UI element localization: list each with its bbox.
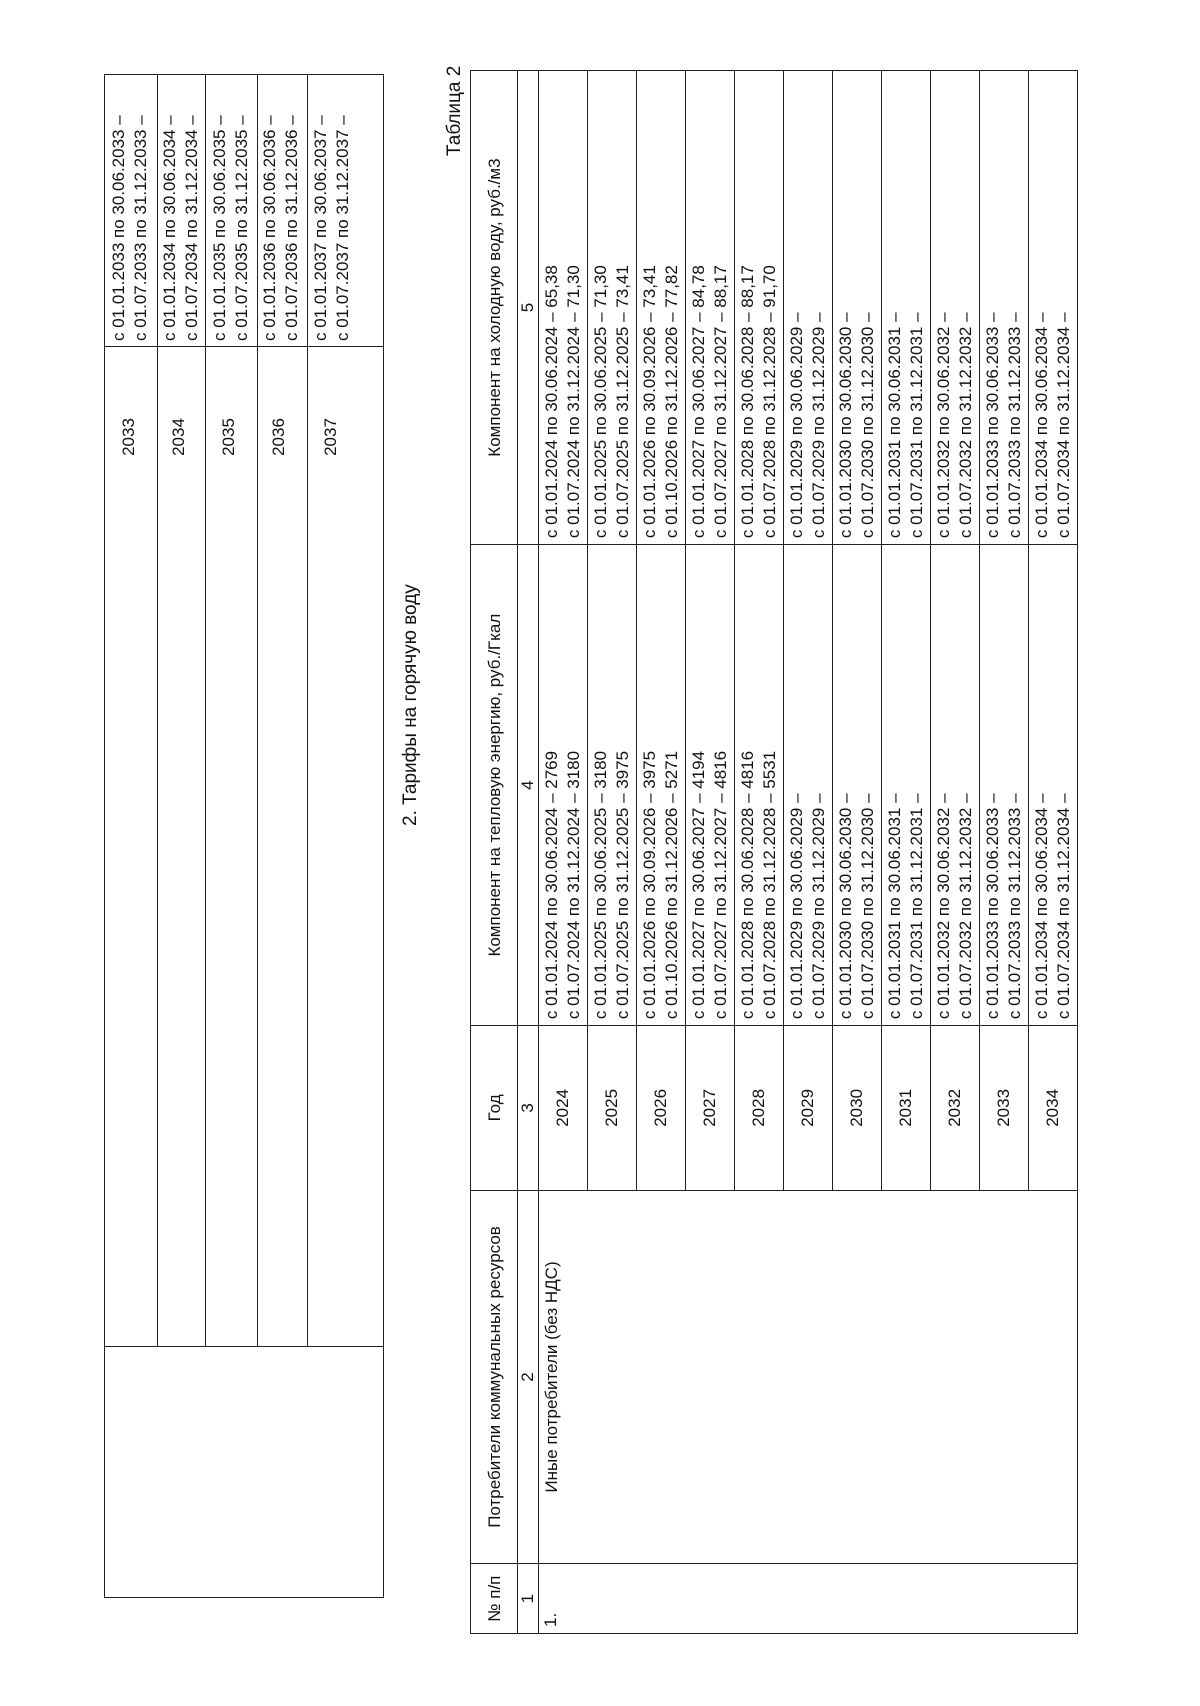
year-cell: 2033 [119, 418, 138, 456]
period-line: с 01.07.2035 по 31.12.2035 – [232, 115, 251, 341]
period-line: с 01.01.2031 по 30.06.2031 – [885, 793, 904, 1020]
header-cold-component: Компонент на холодную воду, руб./м3 [471, 71, 518, 545]
period-line: с 01.01.2032 по 30.06.2032 – [934, 793, 953, 1020]
header-year: Год [471, 1026, 518, 1191]
period-line: с 01.01.2034 по 30.06.2034 – [1032, 793, 1051, 1020]
period-line: с 01.01.2031 по 30.06.2031 – [885, 312, 904, 539]
year-cell: 2029 [784, 1026, 833, 1191]
table-row [539, 71, 588, 1634]
column-number: 4 [518, 545, 539, 1026]
period-line: с 01.07.2033 по 31.12.2033 – [1005, 312, 1024, 539]
period-line: с 01.07.2028 по 31.12.2028 – 91,70 [760, 265, 779, 539]
period-line: с 01.01.2037 по 30.06.2037 – [311, 115, 330, 341]
period-line: с 01.01.2025 по 30.06.2025 – 3180 [591, 750, 610, 1020]
period-line: с 01.01.2027 по 30.06.2027 – 4194 [689, 750, 708, 1020]
period-line: с 01.07.2037 по 31.12.2037 – [333, 115, 352, 341]
column-number: 3 [518, 1026, 539, 1191]
header-consumers: Потребители коммунальных ресурсов [471, 1190, 518, 1564]
cold-cell [833, 71, 882, 545]
cold-cell [637, 71, 686, 545]
period-line: с 01.07.2025 по 31.12.2025 – 3975 [613, 750, 632, 1020]
period-line: с 01.07.2031 по 31.12.2031 – [907, 312, 926, 539]
header-heat-component: Компонент на тепловую энергию, руб./Гкал [471, 545, 518, 1026]
period-line: с 01.01.2036 по 30.06.2036 – [260, 115, 279, 341]
period-line: с 01.07.2034 по 31.12.2034 – [1054, 312, 1073, 539]
period-line: с 01.01.2030 по 30.06.2030 – [836, 312, 855, 539]
period-line: с 01.10.2026 по 31.12.2026 – 5271 [662, 750, 681, 1020]
period-line: с 01.01.2033 по 30.06.2033 – [983, 312, 1002, 539]
heat-cell [833, 545, 882, 1026]
period-line: с 01.07.2030 по 31.12.2030 – [858, 793, 877, 1020]
heat-cell [539, 545, 588, 1026]
hot-water-tariff-table [470, 70, 1078, 1634]
row-number: 1. [539, 1564, 1078, 1634]
table-divider [157, 75, 158, 1347]
period-line: с 01.07.2030 по 31.12.2030 – [858, 312, 877, 539]
period-line: с 01.01.2026 по 30.09.2026 – 3975 [640, 750, 659, 1020]
heat-cell [784, 545, 833, 1026]
year-cell: 2031 [882, 1026, 931, 1191]
year-cell: 2033 [980, 1026, 1029, 1191]
year-cell: 2034 [1029, 1026, 1078, 1191]
period-line: с 01.01.2032 по 30.06.2032 – [934, 312, 953, 539]
cold-cell [588, 71, 637, 545]
heat-cell [882, 545, 931, 1026]
heat-cell [980, 545, 1029, 1026]
period-line: с 01.01.2034 по 30.06.2034 – [160, 115, 179, 341]
header-number: № п/п [471, 1564, 518, 1634]
period-line: с 01.01.2024 по 30.06.2024 – 2769 [542, 750, 561, 1020]
year-cell: 2035 [219, 418, 238, 456]
cold-cell [980, 71, 1029, 545]
year-cell: 2032 [931, 1026, 980, 1191]
table-divider [105, 346, 383, 347]
cold-cell [735, 71, 784, 545]
period-line: с 01.07.2033 по 31.12.2033 – [131, 115, 150, 341]
period-line: с 01.01.2029 по 30.06.2029 – [787, 312, 806, 539]
period-line: с 01.07.2031 по 31.12.2031 – [907, 793, 926, 1020]
period-line: с 01.07.2029 по 31.12.2029 – [809, 793, 828, 1020]
cold-cell [686, 71, 735, 545]
column-number: 1 [518, 1564, 539, 1634]
continuation-table [104, 74, 384, 1598]
cold-cell [539, 71, 588, 545]
period-line: с 01.07.2025 по 31.12.2025 – 73,41 [613, 265, 632, 539]
period-line: с 01.07.2024 по 31.12.2024 – 71,30 [564, 265, 583, 539]
period-line: с 01.10.2026 по 31.12.2026 – 77,82 [662, 265, 681, 539]
period-line: с 01.01.2028 по 30.06.2028 – 4816 [738, 750, 757, 1020]
year-cell: 2028 [735, 1026, 784, 1191]
column-number: 5 [518, 71, 539, 545]
period-line: с 01.01.2035 по 30.06.2035 – [210, 115, 229, 341]
period-line: с 01.07.2032 по 31.12.2032 – [956, 312, 975, 539]
period-line: с 01.07.2032 по 31.12.2032 – [956, 793, 975, 1020]
heat-cell [735, 545, 784, 1026]
period-line: с 01.01.2027 по 30.06.2027 – 84,78 [689, 265, 708, 539]
cold-cell [882, 71, 931, 545]
period-line: с 01.01.2024 по 30.06.2024 – 65,38 [542, 265, 561, 539]
year-cell: 2030 [833, 1026, 882, 1191]
period-line: с 01.07.2034 по 31.12.2034 – [182, 115, 201, 341]
heat-cell [931, 545, 980, 1026]
table-label: Таблица 2 [444, 65, 465, 156]
year-cell: 2027 [686, 1026, 735, 1191]
period-line: с 01.01.2034 по 30.06.2034 – [1032, 312, 1051, 539]
table-divider [307, 75, 308, 1347]
year-cell: 2037 [321, 418, 340, 456]
cold-cell [784, 71, 833, 545]
period-line: с 01.01.2030 по 30.06.2030 – [836, 793, 855, 1020]
period-line: с 01.01.2026 по 30.09.2026 – 73,41 [640, 265, 659, 539]
period-line: с 01.07.2029 по 31.12.2029 – [809, 312, 828, 539]
year-cell: 2024 [539, 1026, 588, 1191]
header-row [471, 71, 518, 1634]
period-line: с 01.01.2025 по 30.06.2025 – 71,30 [591, 265, 610, 539]
table-divider [205, 75, 206, 1347]
period-line: с 01.07.2024 по 31.12.2024 – 3180 [564, 750, 583, 1020]
period-line: с 01.01.2033 по 30.06.2033 – [109, 115, 128, 341]
cold-cell [931, 71, 980, 545]
year-cell: 2025 [588, 1026, 637, 1191]
year-cell: 2036 [269, 418, 288, 456]
period-line: с 01.01.2029 по 30.06.2029 – [787, 793, 806, 1020]
period-line: с 01.07.2033 по 31.12.2033 – [1005, 793, 1024, 1020]
period-line: с 01.01.2033 по 30.06.2033 – [983, 793, 1002, 1020]
period-line: с 01.01.2028 по 30.06.2028 – 88,17 [738, 265, 757, 539]
period-line: с 01.07.2034 по 31.12.2034 – [1054, 793, 1073, 1020]
period-line: с 01.07.2028 по 31.12.2028 – 5531 [760, 750, 779, 1020]
period-line: с 01.07.2027 по 31.12.2027 – 88,17 [711, 265, 730, 539]
cold-cell [1029, 71, 1078, 545]
table-divider [105, 1346, 383, 1347]
year-cell: 2026 [637, 1026, 686, 1191]
period-line: с 01.07.2036 по 31.12.2036 – [282, 115, 301, 341]
year-cell: 2034 [169, 418, 188, 456]
heat-cell [686, 545, 735, 1026]
section-title: 2. Тарифы на горячую воду [400, 584, 421, 826]
period-line: с 01.07.2027 по 31.12.2027 – 4816 [711, 750, 730, 1020]
column-number-row [518, 71, 539, 1634]
heat-cell [1029, 545, 1078, 1026]
heat-cell [637, 545, 686, 1026]
column-number: 2 [518, 1190, 539, 1564]
consumer-cell: Иные потребители (без НДС) [539, 1190, 1078, 1564]
table-divider [257, 75, 258, 1347]
heat-cell [588, 545, 637, 1026]
